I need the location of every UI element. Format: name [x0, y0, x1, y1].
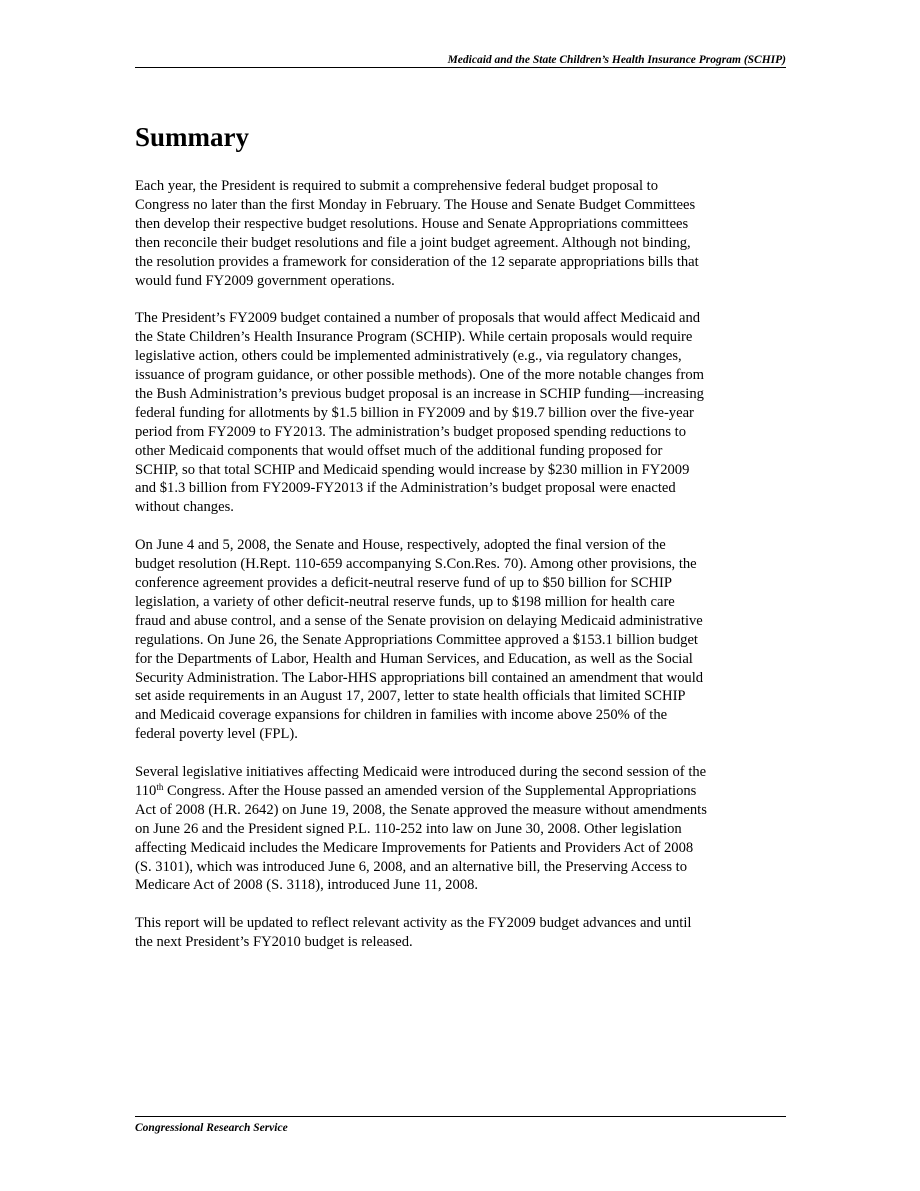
document-body [135, 177, 790, 971]
text-line: SCHIP, so that total SCHIP and Medicaid spending would increase by $230 million in FY2009 [135, 461, 690, 478]
text-line [135, 782, 790, 801]
text-line: set aside requirements in an August 17, 2007, letter to state health officials that limited SCHIP [135, 688, 686, 705]
text-line: for the Departments of Labor, Health and Human Services, and Education, as well as the Social [135, 650, 693, 667]
text-line: On June 4 and 5, 2008, the Senate and House, respectively, adopted the final version of the [135, 537, 666, 554]
text-line: (S. 3101), which was introduced June 6, 2008, and an alternative bill, the Preserving Access to [135, 858, 688, 875]
text-line: other Medicaid components that would offset much of the additional funding proposed for [135, 442, 663, 459]
text-line: the State Children’s Health Insurance Program (SCHIP). While certain proposals would require [135, 329, 693, 346]
text-line: legislation, a variety of other deficit-neutral reserve funds, up to $198 million for health care [135, 593, 675, 610]
text-line: without changes. [135, 499, 234, 516]
text-line: then reconcile their budget resolutions and file a joint budget agreement. Although not binding, [135, 234, 691, 251]
congress-number: 110 [135, 782, 157, 799]
text-line: the resolution provides a framework for consideration of the 12 separate appropriations bills that [135, 253, 699, 270]
text-line: and $1.3 billion from FY2009-FY2013 if the Administration’s budget proposal were enacted [135, 480, 676, 497]
text-line: Several legislative initiatives affecting Medicaid were introduced during the second session of the [135, 764, 707, 781]
paragraph-update-note [135, 914, 790, 952]
text-line: would fund FY2009 government operations. [135, 272, 395, 289]
text-line: legislative action, others could be implemented administratively (e.g., via regulatory changes, [135, 348, 682, 365]
text-line: federal funding for allotments by $1.5 billion in FY2009 and by $19.7 billion over the five-year [135, 404, 694, 421]
text-line: Congress no later than the first Monday in February. The House and Senate Budget Committees [135, 196, 696, 213]
running-header [135, 54, 786, 68]
text-line: conference agreement provides a deficit-neutral reserve fund of up to $50 billion for SCHIP [135, 575, 672, 591]
text-line-rest: Congress. After the House passed an amended version of the Supplemental Appropriations [163, 782, 697, 799]
text-line: Security Administration. The Labor-HHS appropriations bill contained an amendment that would [135, 669, 704, 686]
text-line: period from FY2009 to FY2013. The administration’s budget proposed spending reductions to [135, 423, 686, 440]
text-line: affecting Medicaid includes the Medicare Improvements for Patients and Providers Act of 2008 [135, 839, 694, 856]
text-line: regulations. On June 26, the Senate Appropriations Committee approved a $153.1 billion budget [135, 631, 698, 648]
text-line: fraud and abuse control, and a sense of the Senate provision on delaying Medicaid administrative [135, 612, 703, 629]
text-line: issuance of program guidance, or other possible methods). One of the more notable changes from [135, 367, 704, 384]
paragraph-presidents-budget [135, 309, 790, 517]
section-title: Summary [135, 122, 249, 152]
paragraph-budget-resolution [135, 536, 790, 744]
text-line: on June 26 and the President signed P.L. 110-252 into law on June 30, 2008. Other legislation [135, 820, 682, 837]
text-line: Act of 2008 (H.R. 2642) on June 19, 2008, the Senate approved the measure without amendments [135, 801, 707, 818]
text-line: federal poverty level (FPL). [135, 726, 298, 743]
footer-publisher: Congressional Research Service [135, 1122, 288, 1134]
page-footer [135, 1116, 786, 1134]
text-line: then develop their respective budget resolutions. House and Senate Appropriations committees [135, 215, 689, 232]
text-line: Medicare Act of 2008 (S. 3118), introduced June 11, 2008. [135, 877, 479, 894]
ordinal-suffix: th [156, 781, 164, 792]
text-line: the Bush Administration’s previous budget proposal is an increase in SCHIP funding—increasing [135, 385, 704, 402]
text-line: The President’s FY2009 budget contained a number of proposals that would affect Medicaid and [135, 310, 701, 327]
text-line: and Medicaid coverage expansions for children in families with income above 250% of the [135, 707, 668, 724]
running-header-title: Medicaid and the State Children’s Health Insurance Program (SCHIP) [447, 54, 786, 66]
text-line: Each year, the President is required to submit a comprehensive federal budget proposal to [135, 178, 659, 194]
paragraph-budget-process [135, 177, 790, 290]
text-line: budget resolution (H.Rept. 110-659 accompanying S.Con.Res. 70). Among other provisions, the [135, 556, 697, 573]
text-line: the next President’s FY2010 budget is released. [135, 934, 413, 951]
paragraph-legislative-initiatives [135, 763, 790, 895]
text-line: This report will be updated to reflect relevant activity as the FY2009 budget advances and until [135, 915, 692, 932]
